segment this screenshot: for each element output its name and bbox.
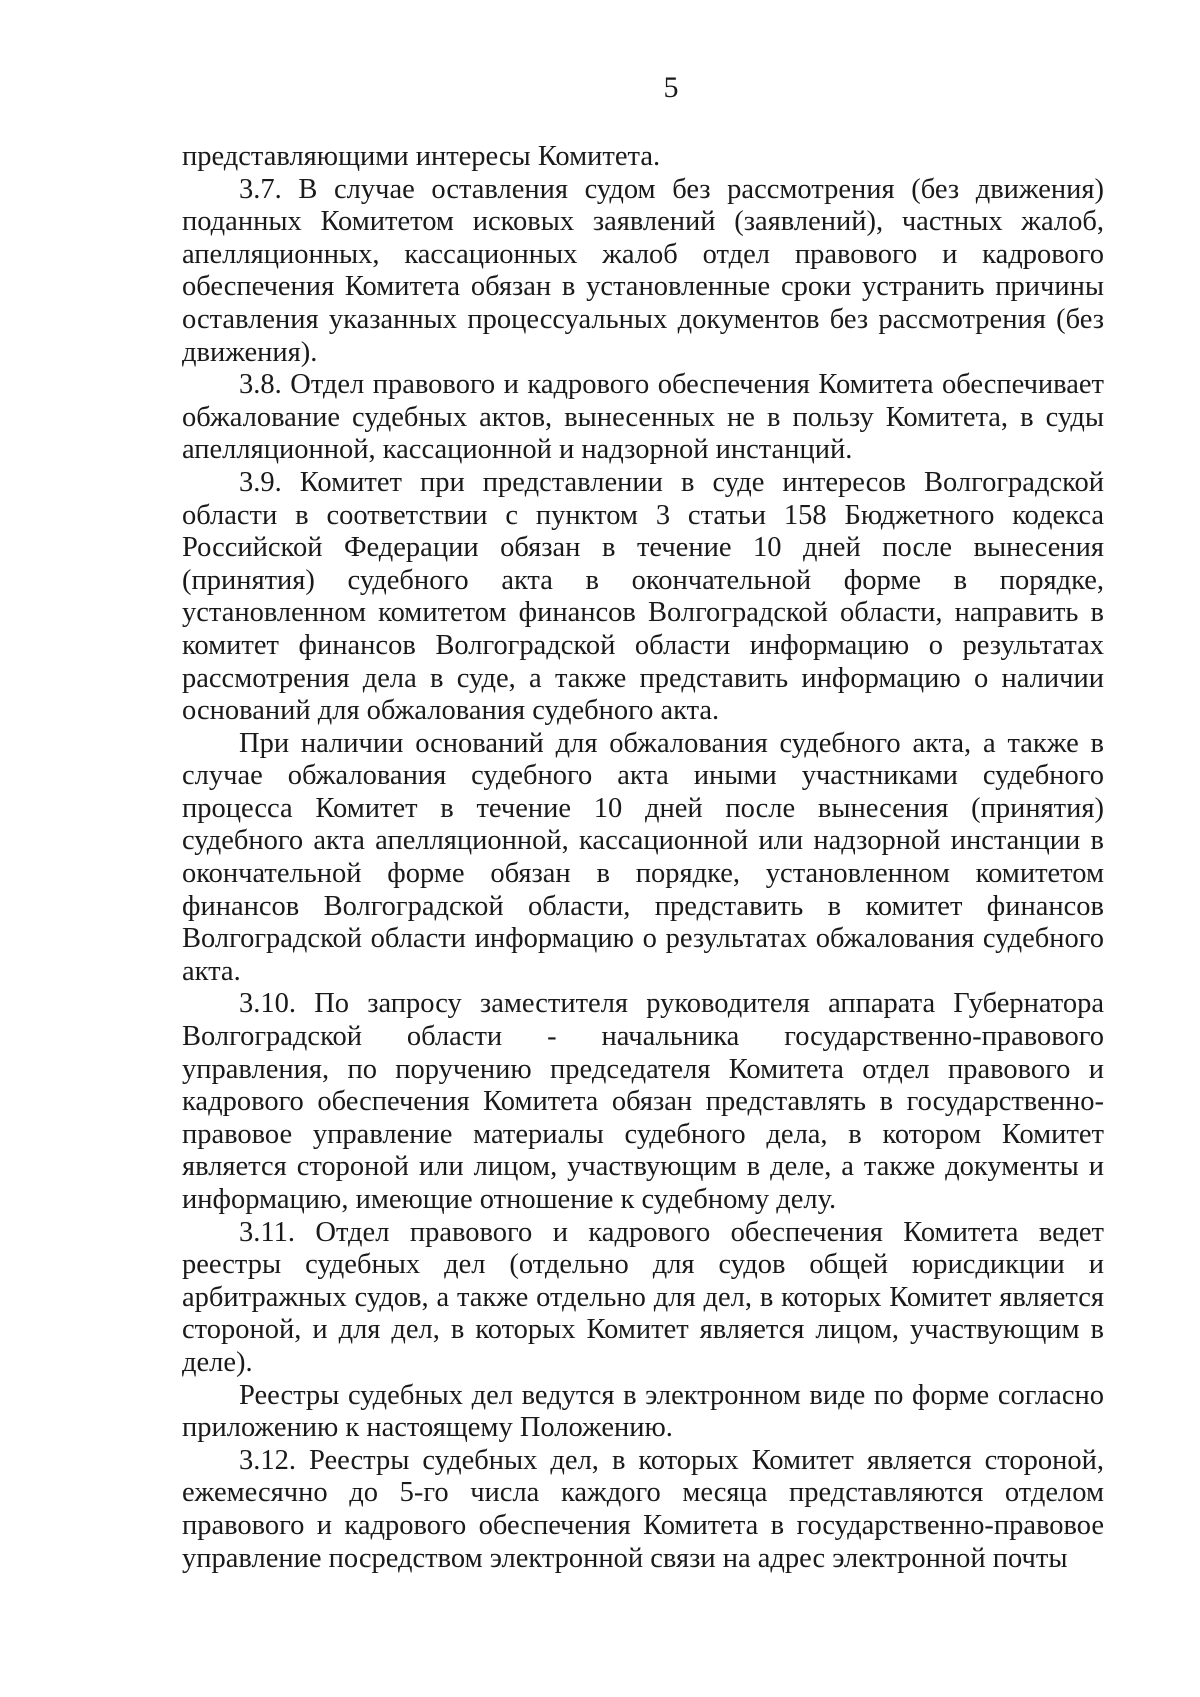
paragraph-3-7: 3.7. В случае оставления судом без рассмотрения (без движения) поданных Комитетом исковых заявлений (заявлений), частных жалоб, апелляционных, кассационных жалоб отдел правового и кадрового обеспечения Комитета обязан в установленные сроки устранить причины оставления указанных процессуальных документов без рассмотрения (без движения). [182, 173, 1104, 368]
paragraph-3-8: 3.8. Отдел правового и кадрового обеспечения Комитета обеспечивает обжалование судебных актов, вынесенных не в пользу Комитета, в суды апелляционной, кассационной и надзорной инстанций. [182, 369, 1104, 466]
paragraph-continuation: представляющими интересы Комитета. [182, 141, 661, 172]
page-number: 5 [663, 71, 679, 104]
paragraph-3-9-appeal: При наличии оснований для обжалования судебного акта, а также в случае обжалования судебного акта иными участниками судебного процесса Комитет в течение 10 дней после вынесения (принятия) судебного акта апелляционной, кассационной или надзорной инстанции в окончательной форме обязан в порядке, установленном комитетом финансов Волгоградской области, представить в комитет финансов Волгоградской области информацию о результатах обжалования судебного акта. [182, 727, 1104, 987]
paragraph-3-11: 3.11. Отдел правового и кадрового обеспечения Комитета ведет реестры судебных дел (отдельно для судов общей юрисдикции и арбитражных судов, а также отдельно для дел, в которых Комитет является стороной, и для дел, в которых Комитет является лицом, участвующим в деле). [182, 1216, 1104, 1378]
paragraph-3-11-registers: Реестры судебных дел ведутся в электронном виде по форме согласно приложению к настоящему Положению. [182, 1379, 1104, 1444]
paragraph-3-12: 3.12. Реестры судебных дел, в которых Комитет является стороной, ежемесячно до 5-го числа каждого месяца представляются отделом правового и кадрового обеспечения Комитета в государственно-правовое управление посредством электронной связи на адрес электронной почты [182, 1444, 1104, 1574]
document-body [182, 141, 1104, 1575]
paragraph-3-9: 3.9. Комитет при представлении в суде интересов Волгоградской области в соответствии с пунктом 3 статьи 158 Бюджетного кодекса Российской Федерации обязан в течение 10 дней после вынесения (принятия) судебного акта в окончательной форме в порядке, установленном комитетом финансов Волгоградской области, направить в комитет финансов Волгоградской области информацию о результатах рассмотрения дела в суде, а также представить информацию о наличии оснований для обжалования судебного акта. [182, 466, 1104, 727]
paragraph-3-10: 3.10. По запросу заместителя руководителя аппарата Губернатора Волгоградской области - начальника государственно-правового управления, по поручению председателя Комитета отдел правового и кадрового обеспечения Комитета обязан представлять в государственно-правовое управление материалы судебного дела, в котором Комитет является стороной или лицом, участвующим в деле, а также документы и информацию, имеющие отношение к судебному делу. [182, 988, 1104, 1215]
